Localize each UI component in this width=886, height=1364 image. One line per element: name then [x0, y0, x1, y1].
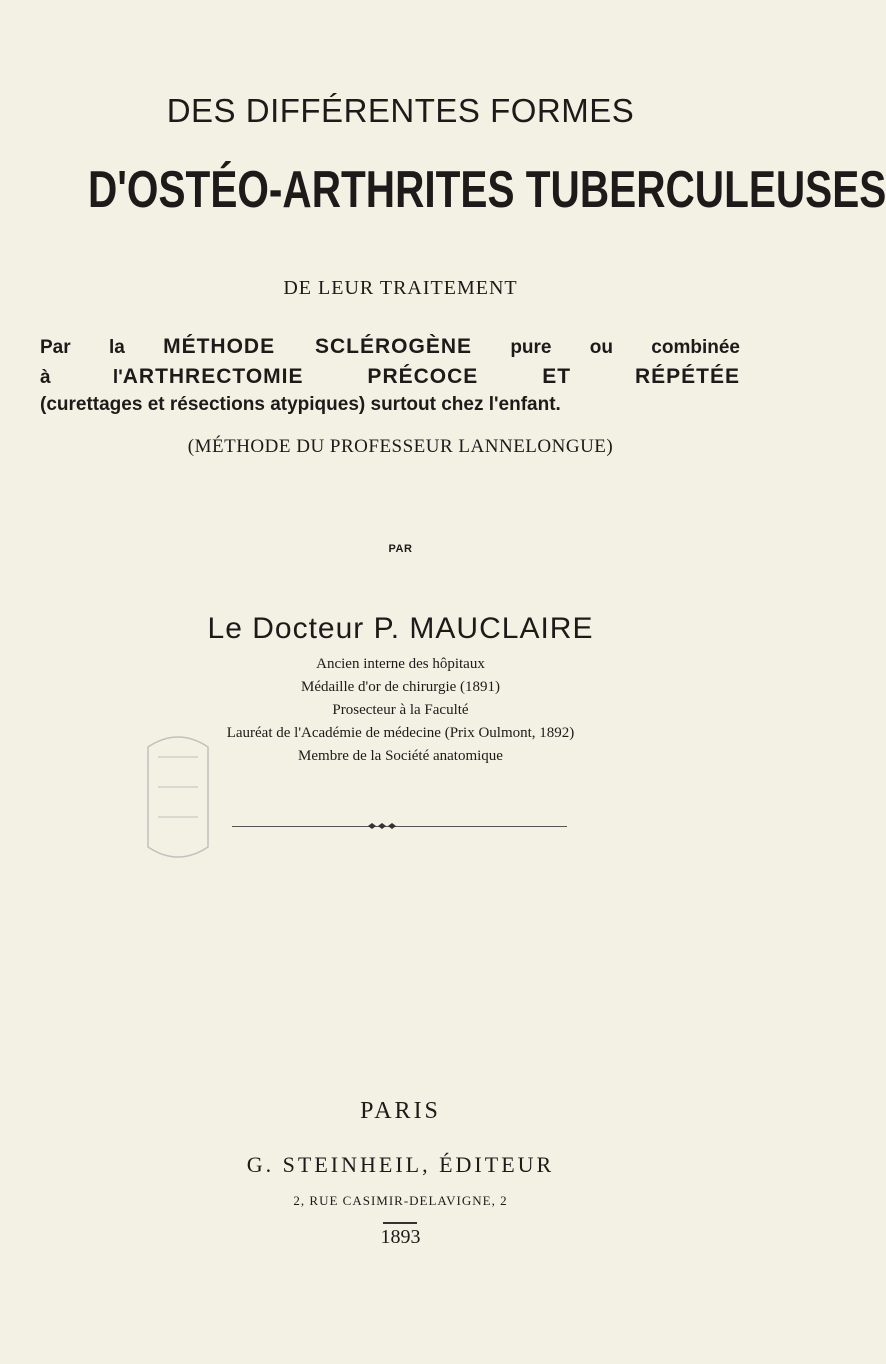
par-label: PAR	[388, 543, 413, 555]
year: 1893	[380, 1226, 421, 1248]
title-line-1: DES DIFFÉRENTES FORMES	[166, 92, 635, 129]
credential-5: Membre de la Société anatomique	[298, 748, 503, 764]
credential-2: Médaille d'or de chirurgie (1891)	[300, 679, 501, 695]
address: 2, RUE CASIMIR-DELAVIGNE, 2	[293, 1193, 508, 1208]
pure-ou-combinee: pure ou combinée	[510, 337, 741, 358]
a-l-text: à l'	[40, 367, 123, 388]
divider-rule	[232, 826, 567, 827]
credential-1: Ancien interne des hôpitaux	[316, 656, 485, 672]
method-line-1	[40, 335, 740, 359]
credential-4: Lauréat de l'Académie de médecine (Prix Oulmont, 1892)	[226, 725, 575, 741]
method-line-3: (curettages et résections atypiques) surtout chez l'enfant.	[40, 394, 561, 415]
arthrectomie-text: ARTHRECTOMIE PRÉCOCE ET RÉPÉTÉE	[122, 365, 740, 388]
author-name: Le Docteur P. MAUCLAIRE	[207, 612, 594, 645]
subtitle: (MÉTHODE DU PROFESSEUR LANNELONGUE)	[187, 436, 614, 457]
credential-3: Prosecteur à la Faculté	[332, 702, 469, 718]
divider-ornament-icon	[366, 821, 398, 831]
title-main: D'OSTÉO-ARTHRITES TUBERCULEUSES	[88, 161, 886, 219]
year-dash	[383, 1222, 417, 1224]
method-line-2	[40, 365, 740, 389]
par-la-text: Par la	[40, 337, 125, 358]
publisher: G. STEINHEIL, ÉDITEUR	[246, 1152, 555, 1177]
city: PARIS	[360, 1098, 441, 1124]
library-stamp-icon	[128, 727, 228, 867]
title-line-3: DE LEUR TRAITEMENT	[283, 277, 518, 299]
methode-sclerogene: MÉTHODE SCLÉROGÈNE	[163, 335, 472, 358]
